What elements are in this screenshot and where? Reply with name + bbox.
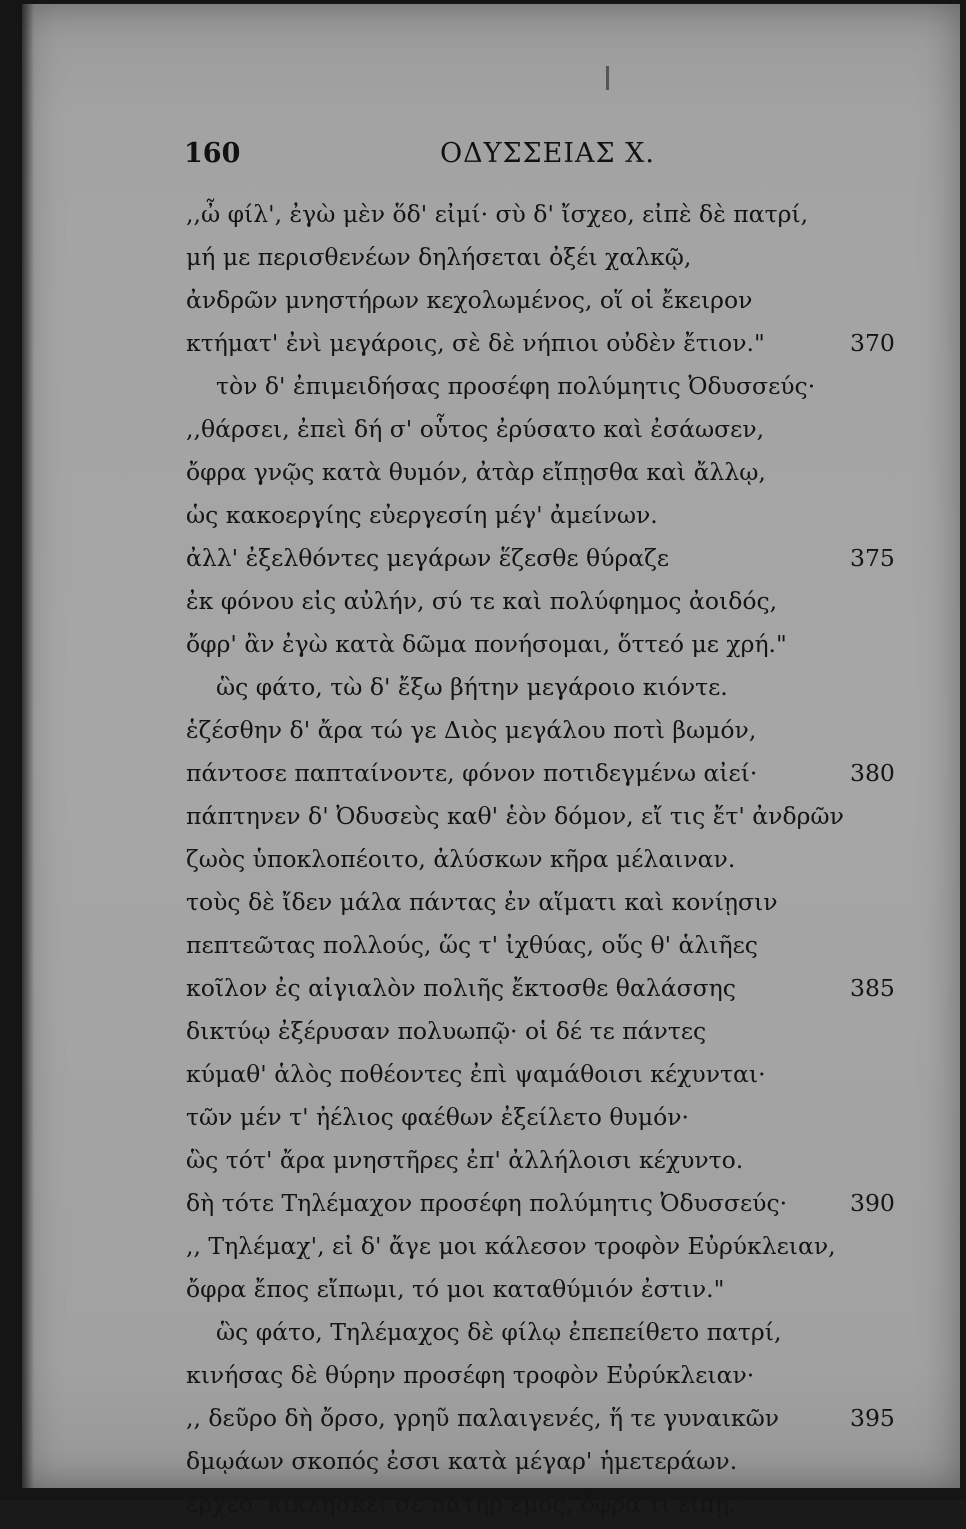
verse-line [0, 1013, 966, 1056]
verse-text: τῶν μέν τ' ἠέλιος φαέθων ἐξείλετο θυμόν· [186, 1103, 690, 1131]
verse-line [0, 239, 966, 282]
verse-text: κτήματ' ἐνὶ μεγάροις, σὲ δὲ νήπιοι οὐδὲν ἔτιον." [186, 329, 765, 357]
verse-text: ἐκ φόνου εἰς αὐλήν, σύ τε καὶ πολύφημος ἀοιδός, [186, 587, 778, 615]
verse-text: ὣς φάτο, Τηλέμαχος δὲ φίλῳ ἐπεπείθετο πατρί, [216, 1318, 782, 1346]
verse-line [0, 583, 966, 626]
verse-text: πάντοσε παπταίνοντε, φόνον ποτιδεγμένω αἰεί· [186, 759, 758, 787]
verse-line [0, 669, 966, 712]
verse-line [0, 1099, 966, 1142]
verse-text: δὴ τότε Τηλέμαχον προσέφη πολύμητις Ὀδυσσεύς· [186, 1189, 788, 1217]
verse-line [0, 196, 966, 239]
verse-text: ἔρχεο· κικλήσκει σε πατὴρ ἐμός, ὄφρα τι εἴπῃ." [186, 1490, 748, 1518]
verse-line [0, 884, 966, 927]
verse-line [0, 970, 966, 1013]
verse-text: δικτύῳ ἐξέρυσαν πολυωπῷ· οἱ δέ τε πάντες [186, 1017, 707, 1045]
verse-line [0, 1142, 966, 1185]
verse-text: δμῳάων σκοπός ἐσσι κατὰ μέγαρ' ἡμετεράων. [186, 1447, 738, 1475]
verse-line [0, 1056, 966, 1099]
verse-line [0, 1271, 966, 1314]
verse-line [0, 841, 966, 884]
verse-text: ὄφρα ἔπος εἴπωμι, τό μοι καταθύμιόν ἐστιν." [186, 1275, 725, 1303]
verse-text: ἀνδρῶν μνηστήρων κεχολωμένος, οἵ οἱ ἔκειρον [186, 286, 753, 314]
verse-line [0, 411, 966, 454]
verse-text: κοῖλον ἐς αἰγιαλὸν πολιῆς ἔκτοσθε θαλάσσης [186, 974, 736, 1002]
verse-line [0, 368, 966, 411]
verse-line [0, 1486, 966, 1529]
verse-line [0, 1443, 966, 1486]
page-header [0, 138, 966, 178]
verse-text: ,,θάρσει, ἐπεὶ δή σ' οὗτος ἐρύσατο καὶ ἐσάωσεν, [186, 415, 765, 443]
verse-text: ὣς φάτο, τὼ δ' ἔξω βήτην μεγάροιο κιόντε. [216, 673, 728, 701]
verse-text: ζωὸς ὑποκλοπέοιτο, ἀλύσκων κῆρα μέλαιναν. [186, 845, 736, 873]
line-number: 390 [850, 1189, 895, 1217]
verse-text: ,, Τηλέμαχ', εἰ δ' ἄγε μοι κάλεσον τροφὸν Εὐρύκλειαν, [186, 1232, 836, 1260]
verse-text: ὡς κακοεργίης εὐεργεσίη μέγ' ἀμείνων. [186, 501, 658, 529]
verse-line [0, 325, 966, 368]
line-number: 395 [850, 1404, 895, 1432]
verse-line [0, 626, 966, 669]
line-number: 375 [850, 544, 895, 572]
ink-mark [606, 66, 609, 90]
running-title: ΟΔΥΣΣΕΙΑΣ Χ. [440, 138, 655, 169]
verse-text: κινήσας δὲ θύρην προσέφη τροφὸν Εὐρύκλειαν· [186, 1361, 755, 1389]
verse-line [0, 540, 966, 583]
verse-line [0, 1228, 966, 1271]
line-number: 380 [850, 759, 895, 787]
verse-text: ἑζέσθην δ' ἄρα τώ γε Διὸς μεγάλου ποτὶ βωμόν, [186, 716, 757, 744]
verse-text: πεπτεῶτας πολλούς, ὥς τ' ἰχθύας, οὕς θ' ἁλιῆες [186, 931, 758, 959]
verse-line [0, 798, 966, 841]
line-number: 370 [850, 329, 895, 357]
verse-text: ἀλλ' ἐξελθόντες μεγάρων ἕζεσθε θύραζε [186, 544, 670, 572]
verse-line [0, 454, 966, 497]
verse-line [0, 1357, 966, 1400]
verse-line [0, 282, 966, 325]
verse-text: τὸν δ' ἐπιμειδήσας προσέφη πολύμητις Ὀδυσσεύς· [216, 372, 816, 400]
verse-text: ,,ὦ φίλ', ἐγὼ μὲν ὅδ' εἰμί· σὺ δ' ἴσχεο, εἰπὲ δὲ πατρί, [186, 200, 809, 228]
verse-text: μή με περισθενέων δηλήσεται ὀξέι χαλκῷ, [186, 243, 692, 271]
verse-line [0, 1185, 966, 1228]
line-number: 385 [850, 974, 895, 1002]
verse-text: κύμαθ' ἁλὸς ποθέοντες ἐπὶ ψαμάθοισι κέχυνται· [186, 1060, 766, 1088]
verse-line [0, 497, 966, 540]
verse-text: ὄφρα γνῷς κατὰ θυμόν, ἀτὰρ εἴπῃσθα καὶ ἄλλῳ, [186, 458, 766, 486]
verse-line [0, 712, 966, 755]
verse-line [0, 1314, 966, 1357]
verse-line [0, 1400, 966, 1443]
verse-text: πάπτηνεν δ' Ὀδυσεὺς καθ' ἑὸν δόμον, εἴ τις ἔτ' ἀνδρῶν [186, 802, 844, 830]
verse-text: τοὺς δὲ ἴδεν μάλα πάντας ἐν αἵματι καὶ κονίῃσιν [186, 888, 778, 916]
verse-line [0, 755, 966, 798]
verse-text: ὣς τότ' ἄρα μνηστῆρες ἐπ' ἀλλήλοισι κέχυντο. [186, 1146, 744, 1174]
verse-text: ,, δεῦρο δὴ ὄρσο, γρηῦ παλαιγενές, ἥ τε γυναικῶν [186, 1404, 780, 1432]
verse-text: ὄφρ' ἂν ἐγὼ κατὰ δῶμα πονήσομαι, ὅττεό με χρή." [186, 630, 787, 658]
page-number: 160 [184, 138, 241, 169]
verse-line [0, 927, 966, 970]
